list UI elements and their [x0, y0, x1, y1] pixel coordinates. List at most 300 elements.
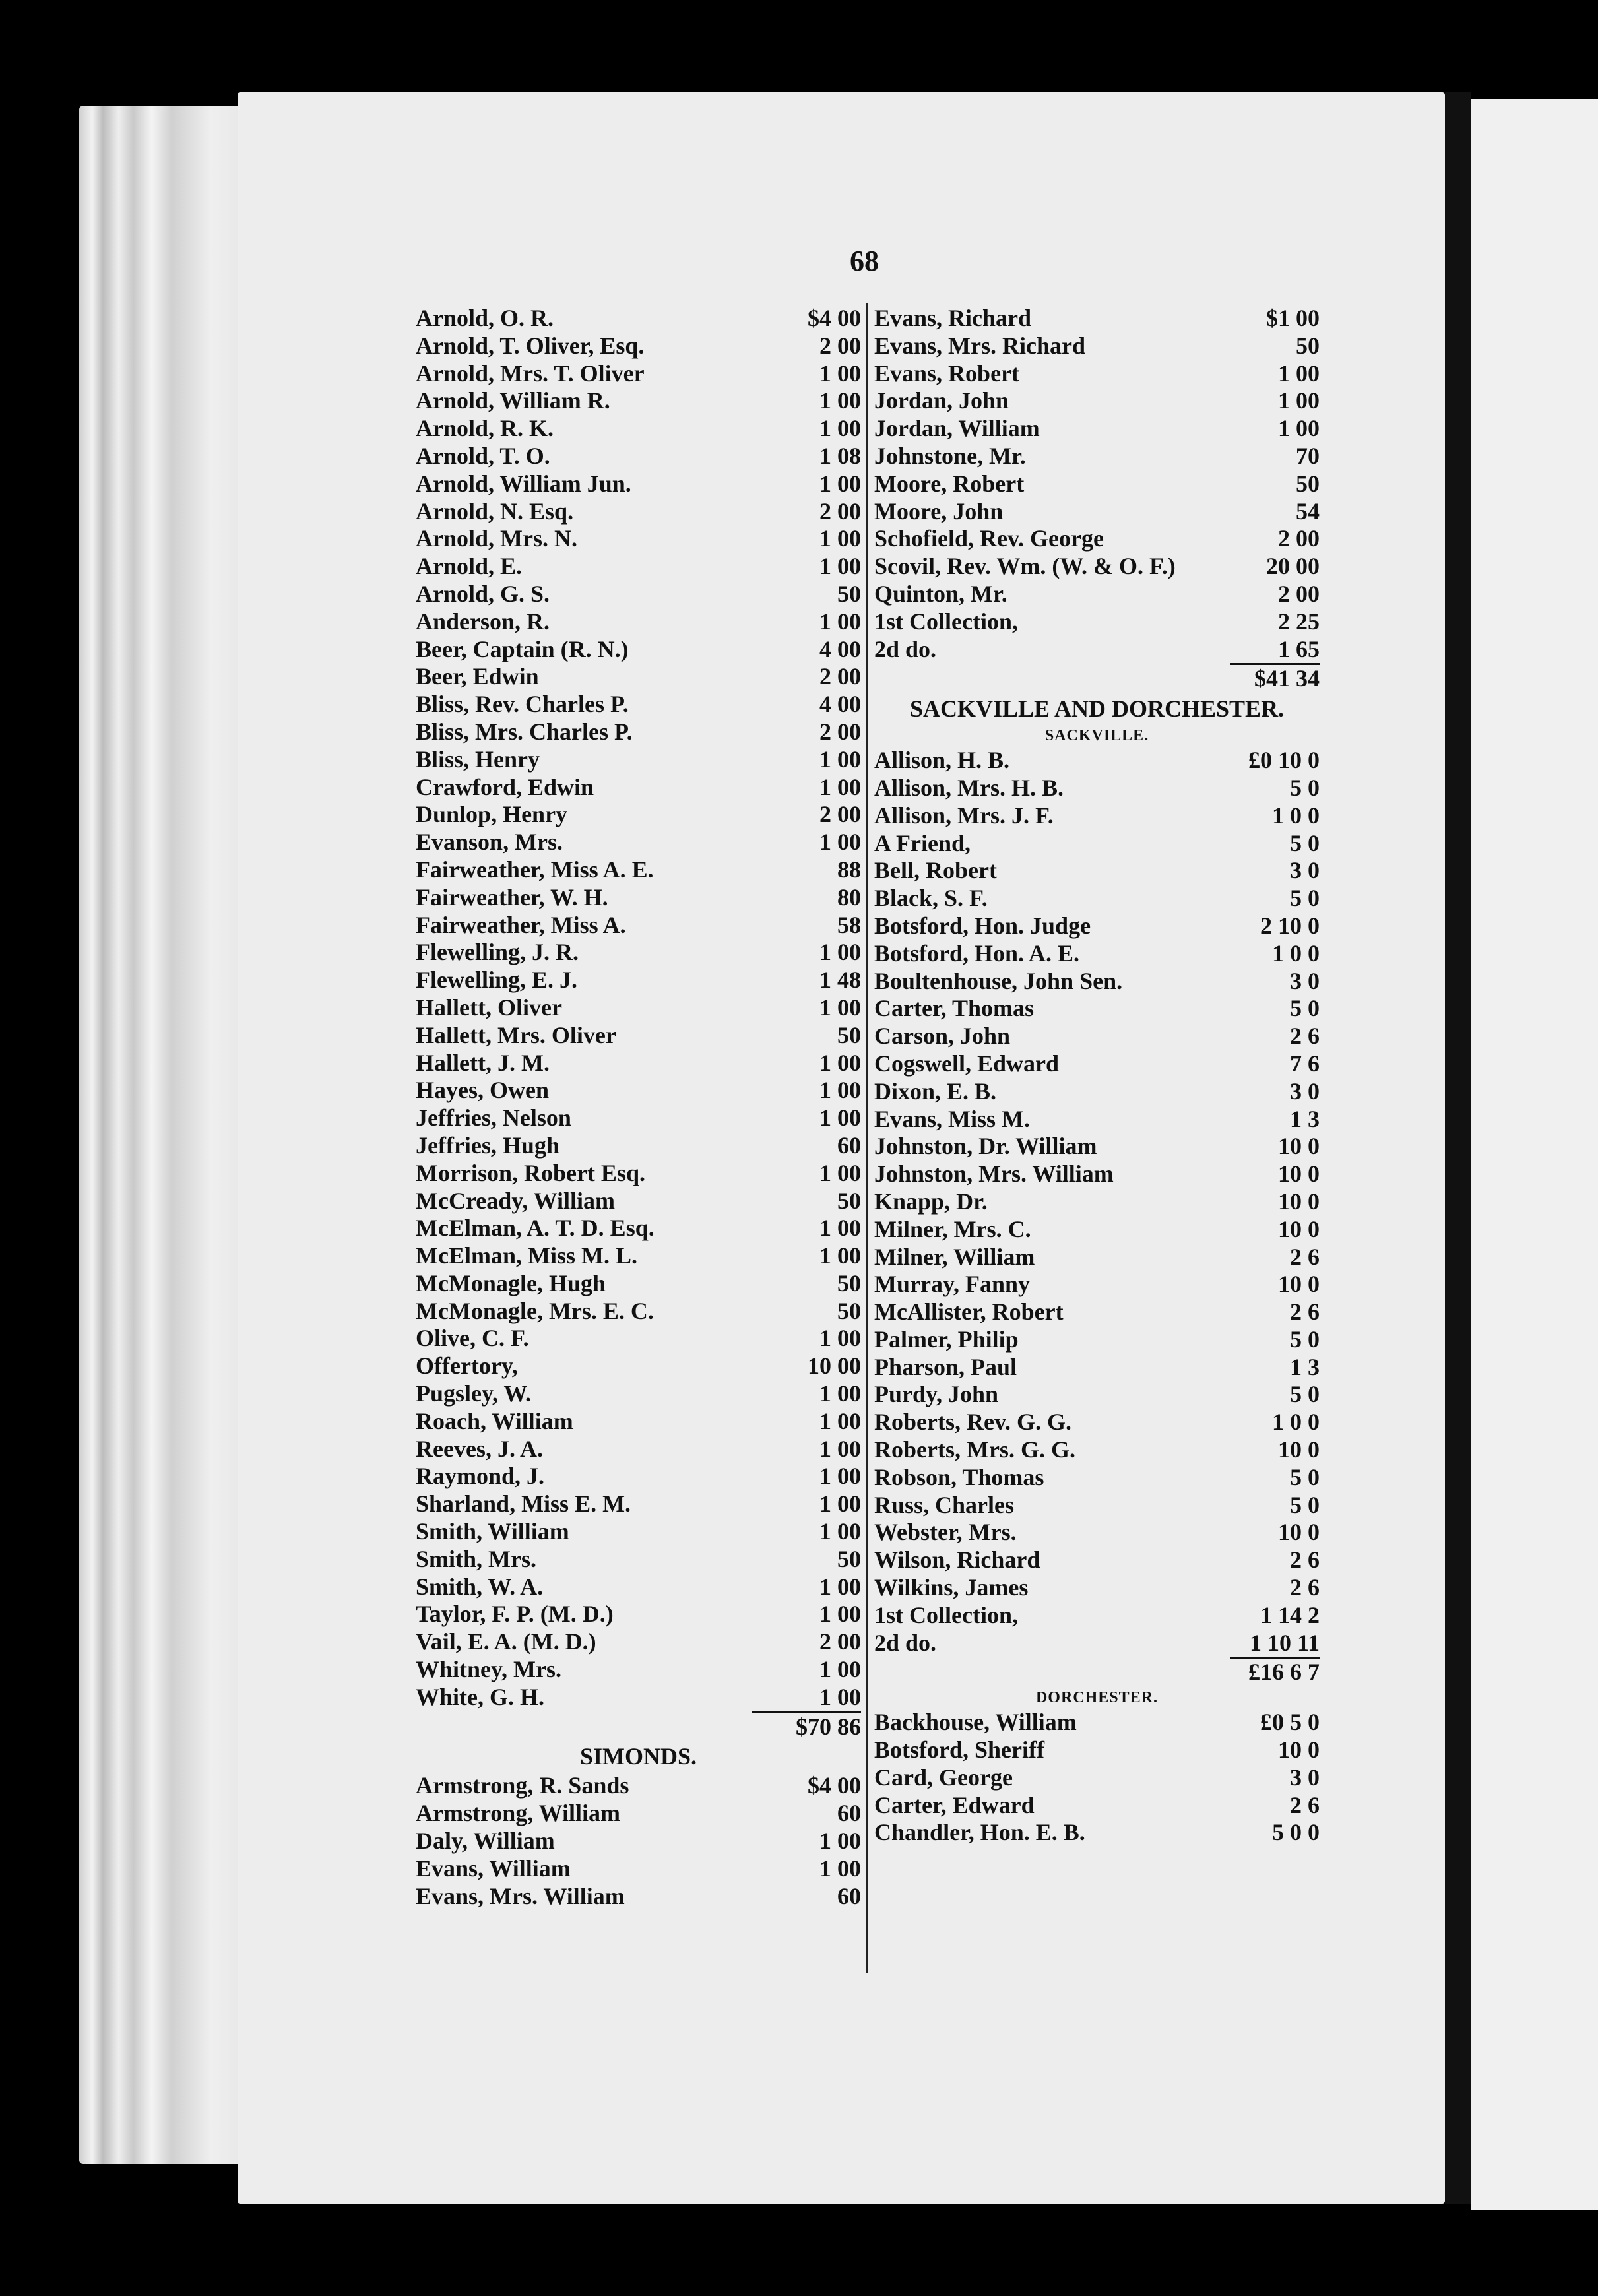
subscriber-name: Arnold, William Jun. [416, 470, 631, 497]
subscriber-row [874, 1519, 1320, 1547]
subscriber-name: Flewelling, J. R. [416, 939, 579, 966]
subscription-amount: 1 00 [819, 1855, 861, 1882]
subscriber-name: Taylor, F. P. (M. D.) [416, 1601, 614, 1628]
subscriber-name: Arnold, T. O. [416, 442, 550, 469]
subscriber-row [416, 1601, 861, 1628]
subscriber-name: Fairweather, Miss A. [416, 911, 626, 938]
subscription-amount: 50 [837, 1021, 861, 1048]
subscriber-name: Johnston, Mrs. William [874, 1161, 1114, 1188]
subscriber-row [874, 1298, 1320, 1326]
subscriber-row [874, 498, 1320, 526]
subscriber-row [416, 1490, 861, 1518]
subscriber-name: Moore, Robert [874, 470, 1025, 497]
subscriber-row [416, 1104, 861, 1132]
subscription-amount: 1 00 [819, 1242, 861, 1269]
subscriber-name: Hallett, Oliver [416, 994, 562, 1021]
subscriber-row [874, 1709, 1320, 1737]
subscriber-name: Roberts, Mrs. G. G. [874, 1436, 1075, 1463]
subscriber-row [874, 1216, 1320, 1244]
subscriber-name: Webster, Mrs. [874, 1519, 1017, 1546]
subscription-amount: 1 00 [819, 1435, 861, 1462]
subscriber-name: Flewelling, E. J. [416, 967, 577, 994]
subscriber-row [416, 1215, 861, 1242]
subscriber-name: Dunlop, Henry [416, 801, 568, 828]
subscription-amount: $4 00 [808, 1772, 861, 1799]
subscriber-row [416, 443, 861, 470]
subscriber-name: Pharson, Paul [874, 1353, 1017, 1380]
subscriber-row [874, 333, 1320, 360]
subscription-amount: 2 00 [819, 1628, 861, 1655]
subscriber-name: Smith, W. A. [416, 1573, 544, 1600]
subscriber-name: Morrison, Robert Esq. [416, 1159, 645, 1186]
subscription-amount: £0 10 0 [1248, 747, 1320, 774]
subscriber-name: 1st Collection, [874, 608, 1018, 635]
subscription-amount: 1 00 [819, 1518, 861, 1545]
subscriber-name: Evans, Mrs. William [416, 1882, 625, 1909]
subscription-amount: 1 00 [819, 1601, 861, 1628]
subscriber-name: Arnold, T. Oliver, Esq. [416, 332, 645, 359]
subscription-amount: 1 0 0 [1272, 1409, 1320, 1436]
page-gutter [1445, 92, 1471, 2204]
subscription-amount: 2 6 [1290, 1243, 1320, 1270]
subscription-amount: £0 5 0 [1260, 1709, 1320, 1736]
subscription-amount: 50 [837, 580, 861, 607]
subscriber-name: Botsford, Hon. A. E. [874, 940, 1080, 967]
subscriber-row [874, 1106, 1320, 1133]
subscriber-row [874, 636, 1320, 664]
subscription-amount: 1 0 0 [1272, 940, 1320, 967]
subscriber-name: Arnold, Mrs. N. [416, 525, 577, 552]
subscription-amount: 10 0 [1278, 1133, 1320, 1160]
subscriber-row [416, 305, 861, 333]
subscriber-row [416, 1270, 861, 1298]
subscriber-name: Fairweather, Miss A. E. [416, 856, 654, 883]
subscription-amount: 54 [1296, 497, 1320, 525]
subscriber-row [416, 1772, 861, 1800]
total-amount: $70 86 [796, 1713, 861, 1740]
subscriber-row [874, 470, 1320, 498]
subscriber-row [874, 1547, 1320, 1574]
subscriber-row [416, 553, 861, 581]
subscription-amount: $1 00 [1266, 305, 1320, 331]
section-total [874, 1659, 1320, 1686]
subscriber-row [416, 1628, 861, 1656]
subscription-amount: 1 0 0 [1272, 802, 1320, 829]
subscription-amount: 1 00 [819, 1656, 861, 1683]
subscription-amount: 5 0 [1290, 1381, 1320, 1408]
total-amount: £16 6 7 [1248, 1659, 1320, 1686]
subscriber-name: Moore, John [874, 497, 1004, 525]
subscription-amount: 1 00 [819, 1325, 861, 1352]
subscription-amount: 1 00 [819, 608, 861, 635]
subscriber-row [416, 829, 861, 856]
subscription-amount: 7 6 [1290, 1050, 1320, 1077]
subscription-amount: 20 00 [1266, 553, 1320, 580]
subscriber-name: Allison, Mrs. J. F. [874, 802, 1054, 829]
subscriber-name: Armstrong, R. Sands [416, 1772, 629, 1799]
subscriber-name: Jeffries, Hugh [416, 1132, 559, 1159]
subscriber-name: Bliss, Mrs. Charles P. [416, 718, 633, 745]
subscriber-name: McAllister, Robert [874, 1298, 1064, 1325]
subscriber-row [874, 1133, 1320, 1161]
subscriber-row [416, 1855, 861, 1883]
subscription-amount: 88 [837, 856, 861, 883]
subscription-amount: 1 00 [819, 1215, 861, 1242]
subscription-amount: 10 00 [808, 1353, 861, 1380]
subscriber-name: Hallett, J. M. [416, 1049, 550, 1076]
subscriber-row [874, 1050, 1320, 1078]
subscriber-row [416, 884, 861, 912]
subscription-amount: 2 00 [1278, 525, 1320, 552]
subscription-amount: 1 00 [819, 939, 861, 966]
subscription-amount: 1 00 [819, 415, 861, 442]
subscription-amount: 1 00 [819, 746, 861, 773]
subscription-amount: 2 6 [1290, 1023, 1320, 1050]
subscriber-name: Dixon, E. B. [874, 1077, 997, 1104]
subscriber-name: White, G. H. [416, 1683, 544, 1710]
subscriber-row [416, 1022, 861, 1050]
subscriber-name: Arnold, O. R. [416, 305, 554, 331]
subscriber-name: Quinton, Mr. [874, 580, 1007, 607]
subscription-amount: 1 08 [819, 442, 861, 469]
subscriber-name: Botsford, Hon. Judge [874, 912, 1091, 939]
subscription-amount: 1 00 [819, 1463, 861, 1490]
subscriber-name: Robson, Thomas [874, 1463, 1044, 1490]
subscriber-row [416, 994, 861, 1022]
subscriber-row [874, 1737, 1320, 1764]
subscriber-row [874, 1574, 1320, 1602]
subscriber-row [874, 1271, 1320, 1298]
subscription-amount: 70 [1296, 442, 1320, 469]
subscriber-name: Olive, C. F. [416, 1325, 529, 1352]
subscriber-row [874, 1244, 1320, 1271]
subscriber-name: Bliss, Henry [416, 746, 540, 773]
subscription-amount: 58 [837, 911, 861, 938]
subscriber-row [874, 775, 1320, 802]
subscriber-name: Smith, Mrs. [416, 1545, 536, 1572]
subscription-amount: 5 0 [1290, 1491, 1320, 1518]
subscription-amount: 1 3 [1290, 1105, 1320, 1132]
subscription-amount: 4 00 [819, 635, 861, 662]
subscriber-name: Evanson, Mrs. [416, 829, 563, 856]
subscriber-name: Evans, Richard [874, 305, 1032, 331]
subscriber-row [416, 1408, 861, 1436]
subscription-amount: 10 0 [1278, 1271, 1320, 1298]
subscriber-name: Reeves, J. A. [416, 1435, 543, 1462]
subscriber-name: Evans, Miss M. [874, 1105, 1031, 1132]
subscriber-name: Smith, William [416, 1518, 569, 1545]
subscription-amount: 80 [837, 883, 861, 910]
subscriber-row [416, 1546, 861, 1574]
subscriber-row [874, 415, 1320, 443]
subscription-amount: 1 00 [819, 1049, 861, 1076]
subscriber-name: McMonagle, Mrs. E. C. [416, 1297, 654, 1324]
subscriber-name: A Friend, [874, 829, 971, 856]
subscription-amount: 1 00 [819, 829, 861, 856]
subscription-amount: 50 [837, 1269, 861, 1296]
subscription-amount: 10 0 [1278, 1215, 1320, 1242]
subscriber-row [874, 968, 1320, 996]
subscriber-row [874, 1464, 1320, 1492]
subscription-amount: 1 00 [819, 1077, 861, 1104]
subscriber-name: Hallett, Mrs. Oliver [416, 1021, 616, 1048]
subscription-amount: 1 00 [819, 1828, 861, 1855]
subscription-amount: 10 0 [1278, 1161, 1320, 1188]
subscriber-row [416, 581, 861, 608]
subscription-amount: 1 00 [819, 1490, 861, 1517]
subscription-amount: 1 00 [819, 1104, 861, 1132]
subscriber-name: 2d do. [874, 1629, 937, 1656]
subscription-amount: 5 0 [1290, 885, 1320, 912]
subscriber-name: Carter, Thomas [874, 995, 1034, 1022]
subscriber-row [416, 1380, 861, 1408]
subscription-amount: 1 00 [1278, 387, 1320, 414]
subscriber-row [416, 1298, 861, 1325]
subscription-amount: 3 0 [1290, 1077, 1320, 1104]
subscriber-row [874, 443, 1320, 470]
subscription-amount: 60 [837, 1800, 861, 1827]
subscriber-name: Beer, Edwin [416, 663, 539, 690]
subscriber-name: Arnold, E. [416, 553, 523, 580]
subscription-amount: 2 6 [1290, 1298, 1320, 1325]
section-total [416, 1713, 861, 1741]
subscription-amount: 2 00 [819, 801, 861, 828]
subscription-amount: 2 6 [1290, 1574, 1320, 1601]
subscriber-name: Roach, William [416, 1407, 573, 1434]
subscriber-row [874, 1792, 1320, 1820]
subscriber-name: Evans, Mrs. Richard [874, 332, 1086, 359]
subscription-amount: 5 0 0 [1272, 1819, 1320, 1846]
subscriber-row [416, 608, 861, 636]
subscriber-row [416, 912, 861, 940]
subscription-amount: 10 0 [1278, 1188, 1320, 1215]
page-number: 68 [850, 245, 879, 277]
subscription-amount: 4 00 [819, 691, 861, 718]
subscriber-row [416, 470, 861, 498]
subscription-amount: 60 [837, 1882, 861, 1909]
subscriber-row [874, 1492, 1320, 1519]
subscriber-row [874, 1161, 1320, 1188]
subscriber-row [416, 1883, 861, 1911]
subscriber-row [416, 415, 861, 443]
subscriber-row [874, 387, 1320, 415]
subscriber-name: Jordan, William [874, 415, 1040, 442]
subscriber-name: McElman, Miss M. L. [416, 1242, 637, 1269]
subscriber-name: Roberts, Rev. G. G. [874, 1409, 1071, 1436]
subscription-amount: 50 [1296, 470, 1320, 497]
subscriber-row [416, 1574, 861, 1601]
subscriber-name: Arnold, N. Esq. [416, 497, 574, 525]
subscription-amount: 2 00 [1278, 580, 1320, 607]
subscriber-row [416, 939, 861, 967]
subscriber-row [874, 581, 1320, 608]
subscriber-name: Sharland, Miss E. M. [416, 1490, 631, 1517]
subscriber-name: Beer, Captain (R. N.) [416, 635, 629, 662]
subscriber-row [874, 802, 1320, 830]
subscription-amount: 1 00 [819, 1407, 861, 1434]
subscriber-row [874, 1602, 1320, 1630]
subscriber-name: McCready, William [416, 1187, 615, 1214]
subscriber-name: Arnold, G. S. [416, 580, 550, 607]
subscriber-row [874, 1819, 1320, 1847]
subscriber-row [416, 1188, 861, 1215]
subscription-amount: 10 0 [1278, 1737, 1320, 1764]
subscription-amount: 5 0 [1290, 1463, 1320, 1490]
subscription-amount: 5 0 [1290, 1325, 1320, 1353]
subscriber-row [416, 663, 861, 691]
subscriber-name: Evans, Robert [874, 360, 1020, 387]
subscriber-name: Botsford, Sheriff [874, 1737, 1044, 1764]
subscriber-row [874, 995, 1320, 1023]
subscriber-name: Palmer, Philip [874, 1325, 1019, 1353]
subscriber-name: Raymond, J. [416, 1463, 545, 1490]
subscriber-name: Fairweather, W. H. [416, 883, 608, 910]
subscriber-row [416, 333, 861, 360]
subscriber-name: McElman, A. T. D. Esq. [416, 1215, 655, 1242]
section-heading-sackville-dorchester: SACKVILLE AND DORCHESTER. [909, 695, 1285, 722]
subscriber-name: Black, S. F. [874, 885, 988, 912]
subscriber-row [416, 1518, 861, 1546]
subscriber-name: Allison, H. B. [874, 747, 1010, 774]
subscriber-name: Evans, William [416, 1855, 571, 1882]
subscription-amount: 1 00 [1278, 360, 1320, 387]
subscriber-row [874, 1326, 1320, 1354]
subscription-amount: 1 00 [819, 525, 861, 552]
subscription-amount: 1 00 [819, 360, 861, 387]
subscriber-name: Bell, Robert [874, 857, 997, 884]
subscriber-row [874, 1436, 1320, 1464]
subscriber-row [416, 746, 861, 774]
column-divider [866, 303, 868, 1973]
subscription-amount: 10 0 [1278, 1519, 1320, 1546]
subscriber-name: Wilson, Richard [874, 1547, 1040, 1574]
subscriber-name: Milner, Mrs. C. [874, 1215, 1031, 1242]
subscriber-row [416, 856, 861, 884]
microfilm-frame-edge [79, 106, 251, 2164]
subscriber-row [874, 885, 1320, 912]
subscriber-row [874, 857, 1320, 885]
right-column [874, 305, 1320, 1847]
subscriber-row [416, 1828, 861, 1855]
subscriber-row [416, 525, 861, 553]
subscription-amount: 50 [837, 1187, 861, 1214]
subscriber-row [874, 830, 1320, 858]
subscriber-name: Anderson, R. [416, 608, 550, 635]
subscriber-row [416, 691, 861, 718]
subscriber-row [416, 1436, 861, 1463]
subscription-amount: 1 3 [1290, 1353, 1320, 1380]
subscriber-name: Arnold, William R. [416, 387, 610, 414]
subscription-amount: 2 00 [819, 497, 861, 525]
subscriber-name: Arnold, Mrs. T. Oliver [416, 360, 645, 387]
subscriber-row [416, 1132, 861, 1160]
subscriber-name: Card, George [874, 1764, 1013, 1791]
subscription-amount: 1 00 [819, 1573, 861, 1600]
subscription-amount: 1 65 [1278, 635, 1320, 662]
subscriber-name: Carter, Edward [874, 1791, 1035, 1818]
subscription-amount: 5 0 [1290, 829, 1320, 856]
section-heading-simonds: SIMONDS. [579, 1743, 697, 1770]
subscriber-name: Scovil, Rev. Wm. (W. & O. F.) [874, 553, 1176, 580]
subscriber-name: Hayes, Owen [416, 1077, 549, 1104]
subscriber-row [874, 747, 1320, 775]
subscription-amount: 1 00 [819, 1380, 861, 1407]
subscriber-name: Whitney, Mrs. [416, 1656, 561, 1683]
subscriber-name: Russ, Charles [874, 1491, 1015, 1518]
subscriber-row [874, 525, 1320, 553]
subscriber-row [874, 940, 1320, 968]
subscriber-row [416, 636, 861, 664]
subscription-amount: 1 00 [819, 1159, 861, 1186]
subscription-amount: 2 25 [1278, 608, 1320, 635]
subscriber-name: Murray, Fanny [874, 1271, 1031, 1298]
subscriber-name: McMonagle, Hugh [416, 1269, 606, 1296]
subscriber-row [416, 967, 861, 994]
subscriber-row [874, 1409, 1320, 1436]
subscription-amount: 2 6 [1290, 1547, 1320, 1574]
subscriber-row [874, 608, 1320, 636]
subscriber-name: Purdy, John [874, 1381, 999, 1408]
subscriber-name: Bliss, Rev. Charles P. [416, 691, 629, 718]
subscription-amount: 50 [1296, 332, 1320, 359]
subscription-amount: 1 48 [819, 967, 861, 994]
subscriber-name: Armstrong, William [416, 1800, 621, 1827]
subscription-amount: $4 00 [808, 305, 861, 331]
subscriber-row [874, 553, 1320, 581]
subscriber-row [416, 387, 861, 415]
subscriber-row [874, 1188, 1320, 1216]
subscription-amount: 1 14 2 [1260, 1601, 1320, 1628]
subscriber-name: Knapp, Dr. [874, 1188, 988, 1215]
subscriber-row [416, 1656, 861, 1684]
left-column [416, 305, 861, 1910]
subscriber-name: 2d do. [874, 635, 937, 662]
subscriber-row [416, 1160, 861, 1188]
subscriber-name: Wilkins, James [874, 1574, 1029, 1601]
subscriber-row [416, 498, 861, 526]
subscriber-row [874, 912, 1320, 940]
subscriber-row [874, 1381, 1320, 1409]
subscriber-row [416, 1325, 861, 1353]
subscription-amount: 2 00 [819, 332, 861, 359]
subheading-sackville: SACKVILLE. [1044, 727, 1149, 745]
subscriber-name: Johnstone, Mr. [874, 442, 1026, 469]
subscriber-name: Carson, John [874, 1023, 1011, 1050]
subscription-amount: 10 0 [1278, 1436, 1320, 1463]
subscription-amount: 3 0 [1290, 967, 1320, 994]
adjacent-page [1471, 99, 1598, 2210]
subscriber-row [874, 360, 1320, 388]
subscriber-row [416, 774, 861, 802]
subscription-amount: 60 [837, 1132, 861, 1159]
subscriber-name: Cogswell, Edward [874, 1050, 1060, 1077]
subscription-amount: 50 [837, 1297, 861, 1324]
subscriber-name: Milner, William [874, 1243, 1035, 1270]
subscription-amount: 3 0 [1290, 857, 1320, 884]
subscriber-name: Boultenhouse, John Sen. [874, 967, 1123, 994]
subscriber-row [416, 1463, 861, 1490]
subscriber-name: Pugsley, W. [416, 1380, 532, 1407]
subscription-amount: 2 10 0 [1260, 912, 1320, 939]
subscriber-row [874, 305, 1320, 333]
subscriber-row [416, 1800, 861, 1828]
subscriber-row [416, 1353, 861, 1380]
subscriber-name: Daly, William [416, 1828, 555, 1855]
subscriber-row [416, 1242, 861, 1270]
subscriber-row [416, 718, 861, 746]
subscriber-name: Allison, Mrs. H. B. [874, 774, 1064, 801]
subscriber-row [416, 360, 861, 388]
